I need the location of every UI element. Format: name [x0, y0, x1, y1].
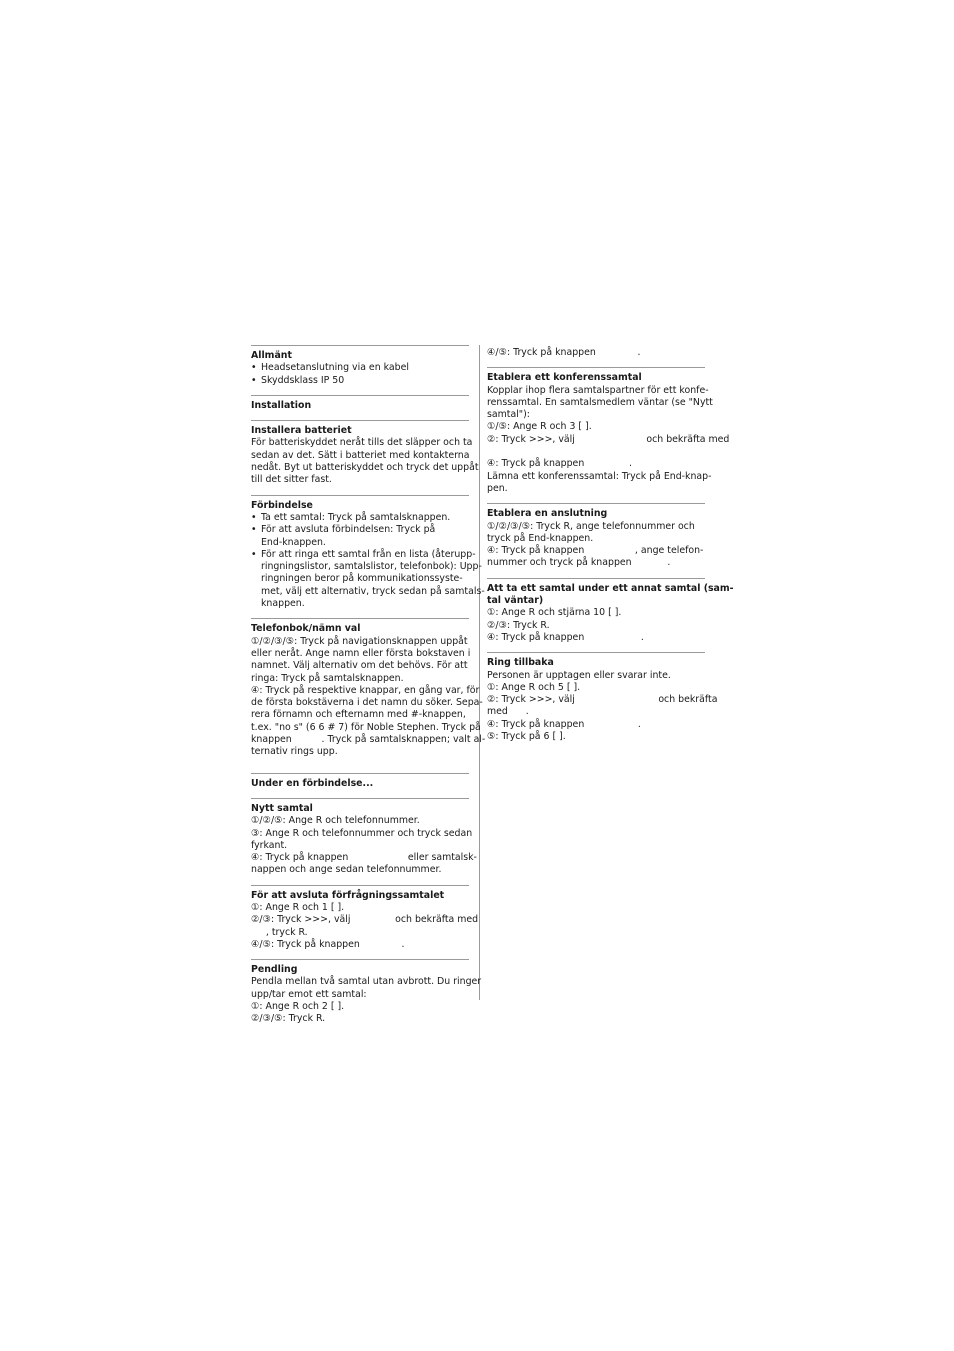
- bullet-list: [251, 362, 469, 387]
- text-line: , tryck R.: [251, 926, 308, 938]
- text-line: • För att ringa ett samtal från en lista (återupp-: [261, 548, 476, 560]
- text-line: pen.: [487, 482, 508, 494]
- text-line: • För att avsluta förbindelsen: Tryck på: [261, 524, 436, 536]
- section-nytt-samtal: [251, 798, 477, 877]
- text-line: ringningen beror på kommunikationssyste-: [261, 573, 463, 585]
- text-line: ④: Tryck på respektive knappar, en gång var, för: [251, 684, 480, 696]
- text-line: nappen och ange sedan telefonnummer.: [251, 864, 442, 876]
- text-line: ②/③: Tryck >>>, välj och bekräfta med: [251, 914, 479, 926]
- text-line: ②/③: Tryck R.: [487, 619, 550, 631]
- text-line: met, välj ett alternativ, tryck sedan på samtals-: [261, 585, 485, 597]
- text-line: ④/⑤: Tryck på knappen .: [251, 938, 405, 950]
- section-top-line: [487, 345, 705, 359]
- text-line: nummer och tryck på knappen .: [487, 557, 671, 569]
- left-column: [251, 345, 486, 1034]
- section-title: Ring tillbaka: [487, 657, 554, 669]
- section-title: Etablera ett konferenssamtal: [487, 372, 642, 384]
- text-line: ①/②/③/⑤: Tryck på navigationsknappen uppåt: [251, 635, 468, 647]
- section-title: För att avsluta förfrågningssamtalet: [251, 889, 445, 901]
- text-line: ringningslistor, samtalslistor, telefonbok): Upp-: [261, 561, 482, 573]
- text-line: namnet. Välj alternativ om det behövs. För att: [251, 660, 468, 672]
- section-allmant: [251, 345, 469, 387]
- text-line: sedan av det. Sätt i batteriet med kontakterna: [251, 449, 470, 461]
- section-ring-tillbaka: [487, 652, 718, 743]
- text-line: ringa: Tryck på samtalsknappen.: [251, 672, 404, 684]
- text-line: ④: Tryck på knappen , ange telefon-: [487, 545, 704, 557]
- text-line: eller neråt. Ange namn eller första bokstaven i: [251, 647, 471, 659]
- text-line: tryck på End-knappen.: [487, 532, 594, 544]
- text-line: [487, 446, 705, 458]
- text-line: knappen . Tryck på samtalsknappen; valt al-: [251, 734, 486, 746]
- text-line: För batteriskyddet neråt tills det släpper och ta: [251, 437, 473, 449]
- text-line: ④: Tryck på knappen eller samtalsk-: [251, 852, 477, 864]
- text-line: fyrkant.: [251, 839, 288, 851]
- text-line: de första bokstäverna i det namn du söker. Sepa-: [251, 697, 483, 709]
- text-line: samtal"):: [487, 409, 530, 421]
- section-forbindelse: [251, 495, 485, 611]
- text-line: t.ex. "no s" (6 6 # 7) för Noble Stephen. Tryck på: [251, 721, 481, 733]
- section-telefonbok: [251, 618, 486, 758]
- section-title: Allmänt: [251, 350, 292, 361]
- section-konferens: [487, 367, 730, 495]
- text-line: End-knappen.: [261, 536, 326, 548]
- column-divider: [479, 345, 480, 1000]
- list-item: • Skyddsklass IP 50: [251, 375, 469, 387]
- text-line: rera förnamn och efternamn med #-knappen,: [251, 709, 466, 721]
- text-line: ②: Tryck >>>, välj och bekräfta med: [487, 433, 730, 445]
- section-title: Under en förbindelse...: [251, 777, 374, 789]
- section-title: Etablera en anslutning: [487, 508, 608, 520]
- section-title: Telefonbok/nämn val: [251, 623, 361, 635]
- section-avsluta-forfragning: [251, 885, 479, 951]
- section-under-forbindelse: [251, 773, 469, 790]
- right-column: [487, 345, 734, 751]
- section-title: Nytt samtal: [251, 802, 313, 814]
- text-line: knappen.: [261, 598, 305, 610]
- text-line: upp/tar emot ett samtal:: [251, 988, 367, 1000]
- text-line: Kopplar ihop flera samtalspartner för ett konfe-: [487, 384, 709, 396]
- section-title: Att ta ett samtal under ett annat samtal (sam-: [487, 582, 734, 594]
- list-item: • Headsetanslutning via en kabel: [251, 362, 469, 374]
- list-item: [251, 548, 485, 610]
- section-anslutning: [487, 503, 705, 569]
- text-line: ①/⑤: Ange R och 3 [ ].: [487, 421, 592, 433]
- text-line: ①: Ange R och 5 [ ].: [487, 681, 581, 693]
- section-pendling: [251, 959, 482, 1025]
- text-line: ternativ rings upp.: [251, 746, 338, 758]
- text-line: ⑤: Tryck på 6 [ ].: [487, 731, 566, 743]
- text-line: till det sitter fast.: [251, 474, 332, 486]
- section-title: Installera batteriet: [251, 425, 352, 437]
- text-line: nedåt. Byt ut batteriskyddet och tryck det uppåt: [251, 462, 479, 474]
- list-item: [251, 512, 469, 524]
- section-title: Förbindelse: [251, 499, 313, 511]
- text-line: ②: Tryck >>>, välj och bekräfta: [487, 694, 718, 706]
- section-title: Installation: [251, 399, 312, 411]
- text-line: ①: Ange R och 1 [ ].: [251, 901, 345, 913]
- text-line: ①: Ange R och 2 [ ].: [251, 1001, 345, 1013]
- text-line: renssamtal. En samtalsmedlem väntar (se "Nytt: [487, 396, 713, 408]
- section-installera-batteriet: [251, 420, 479, 486]
- section-installation: [251, 395, 469, 412]
- text-line: ②/③/⑤: Tryck R.: [251, 1013, 326, 1025]
- text-line: ③: Ange R och telefonnummer och tryck sedan: [251, 827, 473, 839]
- text-line: ④: Tryck på knappen .: [487, 458, 632, 470]
- text-line: med .: [487, 706, 529, 718]
- text-line: ④: Tryck på knappen .: [487, 718, 641, 730]
- text-line: ①: Ange R och stjärna 10 [ ].: [487, 607, 622, 619]
- text-line: ①/②/⑤: Ange R och telefonnummer.: [251, 815, 420, 827]
- text-line: Personen är upptagen eller svarar inte.: [487, 669, 671, 681]
- text-line: ④/⑤: Tryck på knappen .: [487, 347, 641, 358]
- section-title-cont: tal väntar): [487, 595, 544, 607]
- text-line: Lämna ett konferenssamtal: Tryck på End-knap-: [487, 470, 712, 482]
- text-line: • Ta ett samtal: Tryck på samtalsknappen.: [261, 511, 451, 523]
- text-line: Pendla mellan två samtal utan avbrott. Du ringer: [251, 976, 482, 988]
- text-line: ①/②/③/⑤: Tryck R, ange telefonnummer och: [487, 520, 695, 532]
- bullet-list: [251, 511, 485, 610]
- list-item: [251, 524, 469, 549]
- text-line: ④: Tryck på knappen .: [487, 631, 644, 643]
- section-annat-samtal: [487, 578, 734, 644]
- section-title: Pendling: [251, 964, 298, 976]
